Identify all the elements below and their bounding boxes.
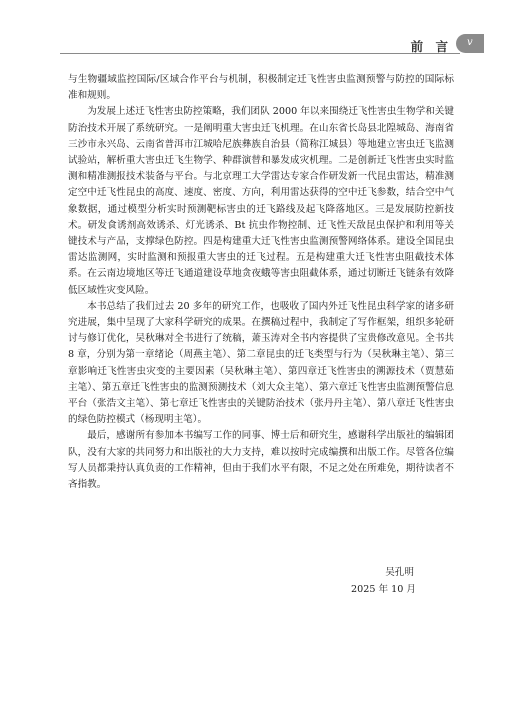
header-rule <box>60 53 460 54</box>
author-name: 吴孔明 <box>385 567 414 578</box>
running-header <box>0 34 520 56</box>
paragraph-book-structure: 本书总结了我们过去 20 多年的研究工作，也吸收了国内外迁飞性昆虫科学家的诸多研究进展，集中呈现了大家科学研究的成果。在撰稿过程中，我制定了写作框架，组织多轮研讨与修订优化，吴秋琳对全书进行了统稿，萧玉涛对全书内容提供了宝贵修改意见。全书共 8 章，分别为第一章绪论（周燕主笔）、第二章昆虫的迁飞类型与行为（吴秋琳主笔）、第三章影响迁飞性害虫灾变的主要因素（吴秋琳主笔）、第四章迁飞性害虫的溯源技术（贾慧茹主笔）、第五章迁飞性害虫的监测预测技术（刘大众主笔）、第六章迁飞性害虫监测预警信息平台（张浩文主笔）、第七章迁飞性害虫的关键防治技术（张丹丹主笔）、第八章迁飞性害虫的绿色防控模式（杨现明主笔）。 <box>68 300 454 426</box>
section-title: 前 言 <box>410 39 452 54</box>
page-number-tab <box>456 34 484 53</box>
paragraph-research-strategy: 为发展上述迁飞性害虫防控策略，我们团队 2000 年以来围绕迁飞性害虫生物学和关键防治技术开展了系统研究。一是阐明重大害虫迁飞机理。在山东省长岛县北隍城岛、海南省三沙市永兴岛、云南省普洱市江城哈尼族彝族自治县（简称江城县）等地建立害虫迁飞监测试验站，解析重大害虫迁飞生物学、种群演替和暴发成灾机理。二是创新迁飞性害虫实时监测和精准测报技术装备与平台。与北京理工大学雷达专家合作研发新一代昆虫雷达，精准测定空中迁飞性昆虫的高度、速度、密度、方向，利用雷达获得的空中迁飞参数，结合空中气象数据，通过模型分析实时预测靶标害虫的迁飞路线及起飞降落地区。三是发展防控新技术。研发食诱剂高效诱杀、灯光诱杀、Bt 抗虫作物控制、迁飞性天敌昆虫保护和利用等关键技术与产品，支撑绿色防控。四是构建重大迁飞性害虫监测预警网络体系。建设全国昆虫雷达监测网，实时监测和预报重大害虫的迁飞过程。五是构建重大迁飞性害虫阻截技术体系。在云南边境地区等迁飞通道建设草地贪夜蛾等害虫阻截体系，通过切断迁飞链条有效降低区域性灾变风险。 <box>68 106 454 296</box>
paragraph-continued: 与生物疆域监控国际/区域合作平台与机制，积极制定迁飞性害虫监测预警与防控的国际标准和规则。 <box>68 74 454 102</box>
signature-block <box>351 564 416 598</box>
preface-body <box>68 72 454 493</box>
signature-date: 2025 年 10 月 <box>351 584 416 595</box>
page-number: v <box>467 37 473 48</box>
paragraph-acknowledgements: 最后，感谢所有参加本书编写工作的同事、博士后和研究生，感谢科学出版社的编辑团队，没有大家的共同努力和出版社的大力支持，难以按时完成编撰和出版工作。尽管各位编写人员都秉持认真负责的工作精神，但由于我们水平有限，不足之处在所难免，期待读者不吝指教。 <box>68 430 454 491</box>
